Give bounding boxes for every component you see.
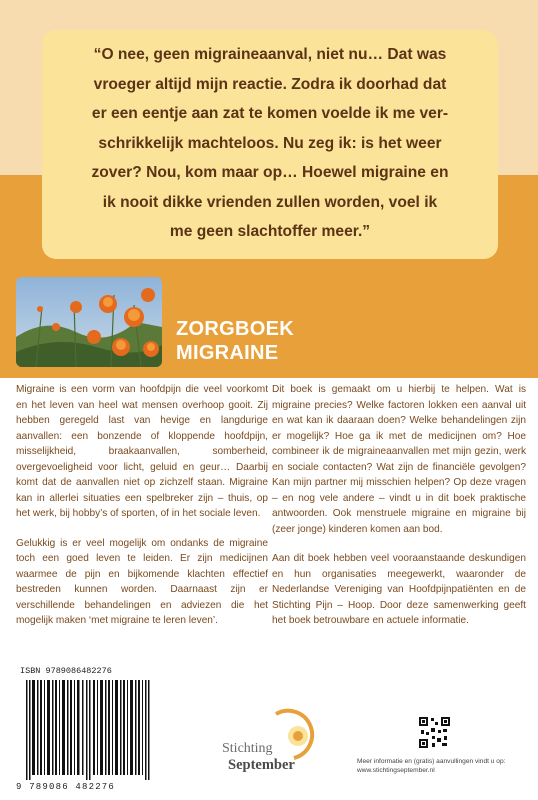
qr-code-icon (418, 716, 451, 749)
quote-line: er een eentje aan zat te komen voelde ik me ver- (91, 105, 449, 122)
right-paragraph: Dit boek is gemaakt om u hierbij te helpen. Wat is migraine precies? Welke factoren lokken een aanval uit en wat kan ik daaraan doen? Welke behandelingen zijn er mogelijk? Hoe ga ik met de medicijnen om? Hoe combineer ik de migraineaanvallen met mijn gezin, werk en sociale contacten? Wat zijn de financiële gevolgen? Kan mijn partner mij misschien helpen? Op deze vragen – en nog vele andere – vindt u in dit boek praktische antwoorden. Ook menstruele migraine en migraine bij (zeer jonge) kinderen komen aan bod. (272, 384, 526, 535)
book-title-line2: MIGRAINE (176, 342, 279, 364)
right-paragraph: Aan dit boek hebben veel vooraanstaande deskundigen en hun organisaties meegewerkt, waaronder de Nederlandse Vereniging van Hoofdpijnpatiënten en de Stichting Pijn – Hoop. Door deze samenwerking geeft het boek betrouwbare en actuele informatie. (272, 553, 526, 626)
quote-line: zover? Nou, kom maar op… Hoewel migraine en (91, 164, 449, 181)
barcode-digits: 9 789086 482276 (16, 782, 116, 792)
book-title-line1: ZORGBOEK (176, 318, 294, 340)
quote-text (56, 40, 484, 247)
left-paragraph: Gelukkig is er veel mogelijk om ondanks de migraine toch een goed leven te leiden. Er zijn medicijnen waarmee de pijn en bijkomende klachten effectief bestreden kunnen worden. Daarnaast zijn er verschillende behandelingen en adviezen die het mogelijk maken ‘met migraine te leren leven’. (16, 537, 268, 626)
quote-line: me geen slachtoffer meer.” (169, 223, 371, 240)
publisher-name-line2: September (228, 757, 295, 773)
book-title (176, 317, 294, 365)
quote-box (42, 30, 498, 259)
right-column (272, 382, 526, 643)
publisher-name-line1: Stichting (222, 741, 273, 756)
quote-line: vroeger altijd mijn reactie. Zodra ik doorhad dat (93, 75, 447, 93)
isbn-label: ISBN 9789086482276 (20, 666, 112, 676)
quote-line: ik nooit dikke vrienden zullen worden, voel ik (102, 193, 438, 211)
website-url: www.stichtingseptember.nl (357, 767, 435, 774)
barcode-icon (16, 660, 164, 793)
more-info-line1: Meer informatie en (gratis) aanvullingen vindt u op: (357, 758, 506, 765)
quote-line: “O nee, geen migraineaanval, niet nu… Dat was (93, 46, 447, 63)
more-info-text (357, 757, 505, 775)
marigold-photo (16, 277, 162, 367)
left-column (16, 382, 268, 643)
barcode-box (16, 660, 164, 793)
left-paragraph: Migraine is een vorm van hoofdpijn die veel voorkomt en het leven van heel wat mensen overhoop gooit. Zij hebben geregeld last van hevige en langdurige aanvallen: een bonzende of kloppende hoofdpijn, misselijkheid, braakaanvallen, somberheid, overgevoeligheid voor licht, geluid en geur… Daarbij komt dat de aanvallen niet op zichzelf staan. Migraine kan in allerlei situaties een spelbreker zijn – thuis, op het werk, bij hobby’s of sporten, of in het sociale leven. (16, 384, 268, 519)
quote-line: schrikkelijk machteloos. Nu zeg ik: is het weer (98, 134, 442, 152)
